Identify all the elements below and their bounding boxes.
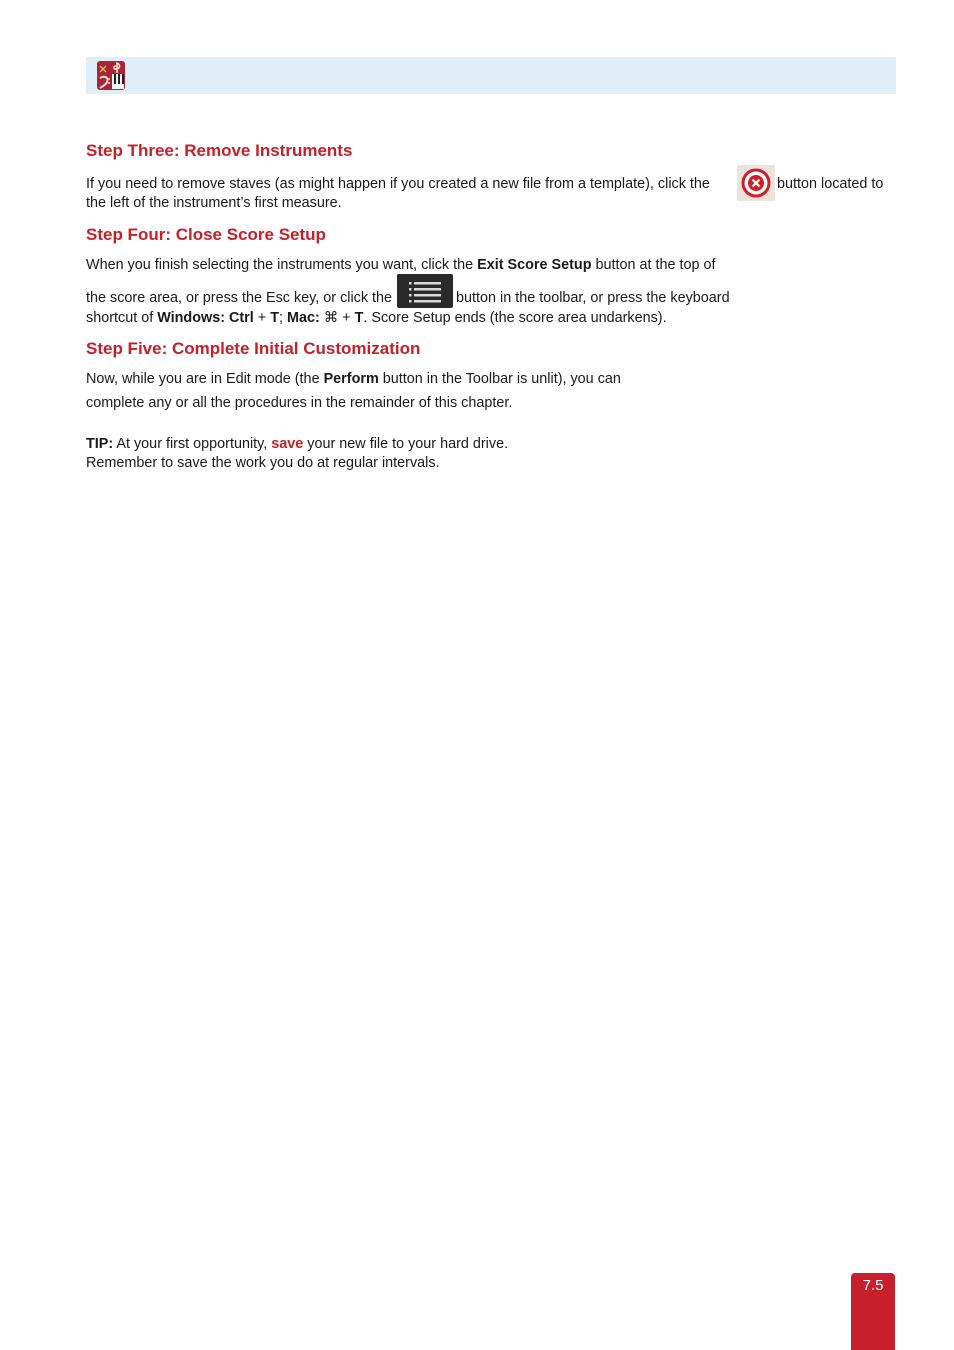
step-four-text: When you finish selecting the instruments you want, click the (86, 257, 478, 273)
save-link[interactable]: save (271, 436, 304, 452)
step-four-text: button at the top of (591, 257, 716, 273)
step-four-paragraph-line-1 (86, 256, 716, 275)
step-four-text: ; (279, 310, 287, 326)
tip-line-2: Remember to save the work you do at regular intervals. (86, 455, 440, 471)
step-four-text: shortcut of (86, 310, 158, 326)
shortcut-key: T (354, 310, 364, 326)
header-band (86, 57, 896, 94)
section-heading-step-four: Step Four: Close Score Setup (86, 225, 326, 244)
step-four-paragraph-line-2a: the score area, or press the Esc key, or click the (86, 290, 393, 306)
windows-shortcut-label: Windows: Ctrl (157, 310, 254, 326)
perform-button-label: Perform (323, 371, 379, 387)
shortcut-key: T (270, 310, 279, 326)
step-four-text: ⌘ + (319, 310, 355, 326)
step-three-text-before: If you need to remove staves (as might happen if you created a new file from a template), click the (86, 176, 710, 192)
tip-label: TIP: (86, 436, 114, 452)
score-setup-toolbar-button[interactable] (397, 274, 453, 308)
page-number-tab (851, 1273, 895, 1350)
tip-text: At your first opportunity, (113, 436, 272, 452)
step-four-text: . Score Setup ends (the score area undarkens). (363, 310, 667, 326)
menu-list-icon (397, 274, 453, 308)
page-number: 7.5 (862, 1277, 884, 1294)
remove-circle-x-icon (737, 165, 775, 201)
step-five-paragraph-line-2: complete any or all the procedures in the remainder of this chapter. (86, 395, 513, 411)
exit-score-setup-label: Exit Score Setup (477, 257, 592, 273)
section-heading-step-five: Step Five: Complete Initial Customization (86, 339, 421, 358)
tip-text: your new file to your hard drive. (303, 436, 509, 452)
step-three-paragraph-line-1 (86, 175, 710, 194)
step-three-paragraph-line-2: the left of the instrument’s first measure. (86, 195, 342, 211)
section-heading-step-three: Step Three: Remove Instruments (86, 141, 353, 160)
step-five-text: button in the Toolbar is unlit), you can (378, 371, 621, 387)
step-four-paragraph-line-2b: button in the toolbar, or press the keyboard (456, 290, 730, 306)
remove-instrument-button[interactable] (737, 165, 775, 201)
step-four-text: + (253, 310, 271, 326)
tip-line-1 (86, 435, 508, 454)
step-three-text-after: button located to (777, 176, 884, 192)
step-four-paragraph-line-3 (86, 309, 667, 328)
score-app-logo-icon (96, 60, 126, 91)
step-five-paragraph-line-1 (86, 370, 621, 389)
mac-shortcut-label: Mac: (287, 310, 320, 326)
step-five-text: Now, while you are in Edit mode (the (86, 371, 324, 387)
